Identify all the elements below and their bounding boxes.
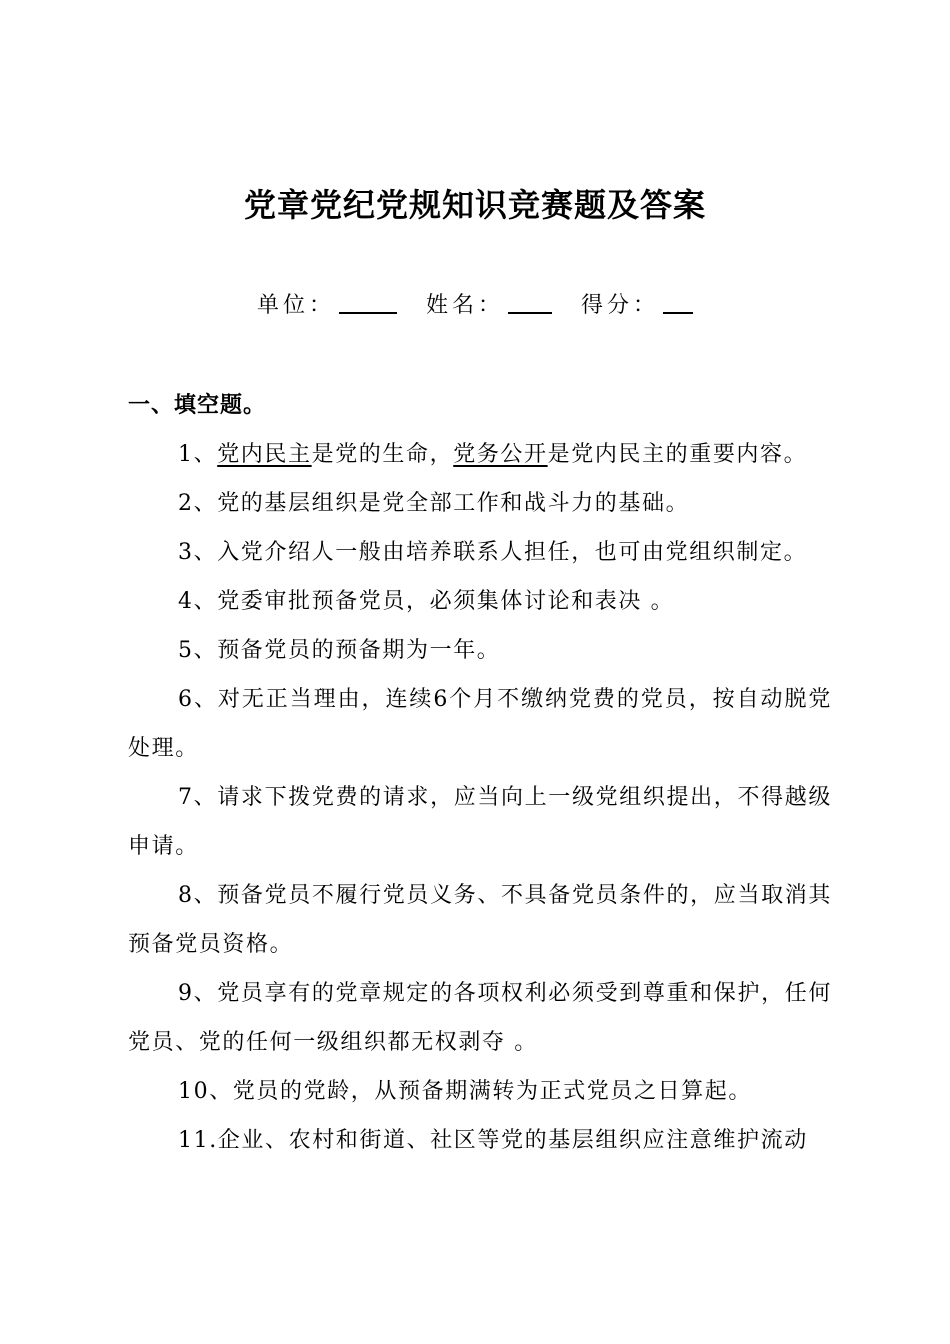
question-item-11: 11.企业、农村和街道、社区等党的基层组织应注意维护流动 [178,1128,808,1153]
score-blank[interactable] [663,290,693,314]
question-item-5: 5、预备党员的预备期为一年。 [178,638,501,663]
question-item-1 [128,430,832,479]
name-label: 姓名： [425,293,504,318]
question-list [128,430,832,1165]
document-title: 党章党纪党规知识竞赛题及答案 [243,186,706,224]
question-item-6: 6、对无正当理由，连续6个月不缴纳党费的党员，按自动脱党 处理。 [128,687,832,761]
question-item-9: 9、党员享有的党章规定的各项权利必须受到尊重和保护，任何党员、党的任何一级组织都无权剥夺 。 [128,981,832,1055]
score-label: 得分： [581,293,660,318]
section-heading: 一、填空题。 [128,392,267,418]
question-item-4: 4、党委审批预备党员，必须集体讨论和表决 。 [178,589,675,614]
question-number: 1、 [178,442,218,467]
question-text: 是党的生命， [311,442,454,467]
unit-blank[interactable] [339,290,397,314]
question-item-3: 3、入党介绍人一般由培养联系人担任，也可由党组织制定。 [178,540,808,565]
question-item-10: 10、党员的党龄，从预备期满转为正式党员之日算起。 [178,1079,752,1104]
question-text: 是党内民主的重要内容。 [547,442,808,467]
unit-label: 单位： [256,293,335,318]
answer-underlined: 党内民主 [217,442,312,467]
question-item-2: 2、党的基层组织是党全部工作和战斗力的基础。 [178,491,690,516]
info-line [0,288,950,319]
question-item-7: 7、请求下拨党费的请求，应当向上一级党组织提出，不得越级申请。 [128,785,832,859]
question-item-8: 8、预备党员不履行党员义务、不具备党员条件的，应当取消其预备党员资格。 [128,883,832,957]
answer-underlined: 党务公开 [453,442,548,467]
name-blank[interactable] [508,290,552,314]
